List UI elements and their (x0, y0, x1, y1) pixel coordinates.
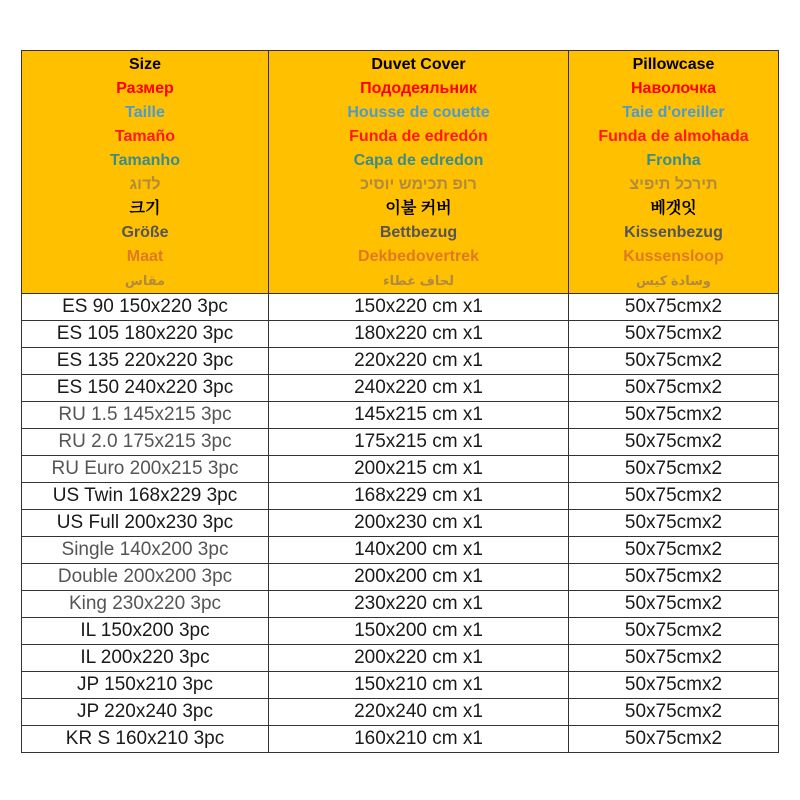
pillow-cell: 50x75cmx2 (569, 375, 779, 402)
table-row (22, 483, 779, 510)
header-size-line: Größe (121, 224, 169, 241)
size-cell: ES 105 180x220 3pc (22, 321, 269, 348)
header-row (22, 51, 779, 294)
size-cell: IL 150x200 3pc (22, 618, 269, 645)
header-duvet-line: لحاف غطاء (383, 273, 454, 288)
pillow-cell: 50x75cmx2 (569, 321, 779, 348)
size-cell: ES 150 240x220 3pc (22, 375, 269, 402)
table-row (22, 564, 779, 591)
pillow-cell: 50x75cmx2 (569, 699, 779, 726)
pillow-cell: 50x75cmx2 (569, 456, 779, 483)
duvet-cell: 200x215 cm x1 (269, 456, 569, 483)
header-size-line: Maat (126, 248, 164, 265)
table-row (22, 429, 779, 456)
duvet-cell: 145x215 cm x1 (269, 402, 569, 429)
duvet-cell: 240x220 cm x1 (269, 375, 569, 402)
duvet-cell: 175x215 cm x1 (269, 429, 569, 456)
duvet-cell: 168x229 cm x1 (269, 483, 569, 510)
pillow-cell: 50x75cmx2 (569, 618, 779, 645)
duvet-cell: 180x220 cm x1 (269, 321, 569, 348)
pillow-cell: 50x75cmx2 (569, 591, 779, 618)
size-cell: King 230x220 3pc (22, 591, 269, 618)
header-size-line: Size (128, 56, 161, 73)
header-pillow-line: Pillowcase (632, 56, 715, 73)
table-row (22, 402, 779, 429)
size-cell: JP 150x210 3pc (22, 672, 269, 699)
pillow-cell: 50x75cmx2 (569, 564, 779, 591)
header-duvet-line: Пододеяльник (360, 80, 477, 97)
pillow-cell: 50x75cmx2 (569, 348, 779, 375)
header-duvet-line: Duvet Cover (371, 56, 466, 73)
table-row (22, 726, 779, 753)
header-pillow-line: Fronha (646, 152, 701, 169)
header-size-line: Taille (125, 104, 165, 121)
size-chart-table (21, 50, 779, 753)
header-size-cell (22, 51, 269, 294)
size-cell: IL 200x220 3pc (22, 645, 269, 672)
duvet-cell: 150x220 cm x1 (269, 294, 569, 321)
pillow-cell: 50x75cmx2 (569, 510, 779, 537)
header-pillow-line: Kussensloop (623, 248, 724, 265)
table-row (22, 375, 779, 402)
duvet-cell: 220x220 cm x1 (269, 348, 569, 375)
size-cell: ES 135 220x220 3pc (22, 348, 269, 375)
header-size-line: Tamanho (110, 152, 180, 169)
header-duvet-line: Capa de edredon (353, 152, 484, 169)
table-row (22, 645, 779, 672)
header-size-line: Tamaño (114, 128, 176, 145)
duvet-cell: 150x200 cm x1 (269, 618, 569, 645)
size-cell: RU Euro 200x215 3pc (22, 456, 269, 483)
duvet-cell: 140x200 cm x1 (269, 537, 569, 564)
size-cell: ES 90 150x220 3pc (22, 294, 269, 321)
table-row (22, 672, 779, 699)
pillow-cell: 50x75cmx2 (569, 537, 779, 564)
size-cell: KR S 160x210 3pc (22, 726, 269, 753)
pillow-cell: 50x75cmx2 (569, 294, 779, 321)
table-row (22, 321, 779, 348)
header-duvet-line: Funda de edredón (349, 128, 488, 145)
header-pillow-line: Funda de almohada (598, 128, 749, 145)
table-row (22, 456, 779, 483)
header-duvet-line: Housse de couette (347, 104, 490, 121)
header-pillow-line: תירכל תיפיצ (629, 176, 718, 193)
header-duvet-line: Dekbedovertrek (358, 248, 479, 265)
pillow-cell: 50x75cmx2 (569, 672, 779, 699)
table-row (22, 618, 779, 645)
size-cell: RU 1.5 145x215 3pc (22, 402, 269, 429)
size-cell: JP 220x240 3pc (22, 699, 269, 726)
table-row (22, 294, 779, 321)
header-size-line: 크기 (129, 200, 161, 217)
size-cell: RU 2.0 175x215 3pc (22, 429, 269, 456)
size-cell: Double 200x200 3pc (22, 564, 269, 591)
header-pillow-line: 베갯잇 (650, 200, 697, 217)
header-duvet-line: 이불 커버 (385, 200, 452, 217)
pillow-cell: 50x75cmx2 (569, 483, 779, 510)
header-size-line: Размер (116, 80, 174, 97)
duvet-cell: 160x210 cm x1 (269, 726, 569, 753)
header-duvet-line: רופ תכימש יוסיכ (360, 176, 477, 193)
duvet-cell: 200x200 cm x1 (269, 564, 569, 591)
size-cell: US Twin 168x229 3pc (22, 483, 269, 510)
pillow-cell: 50x75cmx2 (569, 429, 779, 456)
duvet-cell: 200x230 cm x1 (269, 510, 569, 537)
duvet-cell: 220x240 cm x1 (269, 699, 569, 726)
duvet-cell: 200x220 cm x1 (269, 645, 569, 672)
table-row (22, 348, 779, 375)
header-size-line: לדוג (129, 176, 161, 193)
header-pillow-line: Taie d'oreiller (622, 104, 725, 121)
header-size-line: مقاس (124, 273, 166, 288)
header-pillow-line: Kissenbezug (624, 224, 723, 241)
header-duvet-cell (269, 51, 569, 294)
header-pillow-line: وسادة كيس (636, 273, 711, 288)
header-pillow-cell (569, 51, 779, 294)
table-row (22, 537, 779, 564)
header-pillow-line: Наволочка (631, 80, 716, 97)
duvet-cell: 150x210 cm x1 (269, 672, 569, 699)
duvet-cell: 230x220 cm x1 (269, 591, 569, 618)
size-cell: US Full 200x230 3pc (22, 510, 269, 537)
header-duvet-line: Bettbezug (379, 224, 458, 241)
pillow-cell: 50x75cmx2 (569, 726, 779, 753)
table-row (22, 591, 779, 618)
table-row (22, 699, 779, 726)
pillow-cell: 50x75cmx2 (569, 645, 779, 672)
size-cell: Single 140x200 3pc (22, 537, 269, 564)
pillow-cell: 50x75cmx2 (569, 402, 779, 429)
table-row (22, 510, 779, 537)
